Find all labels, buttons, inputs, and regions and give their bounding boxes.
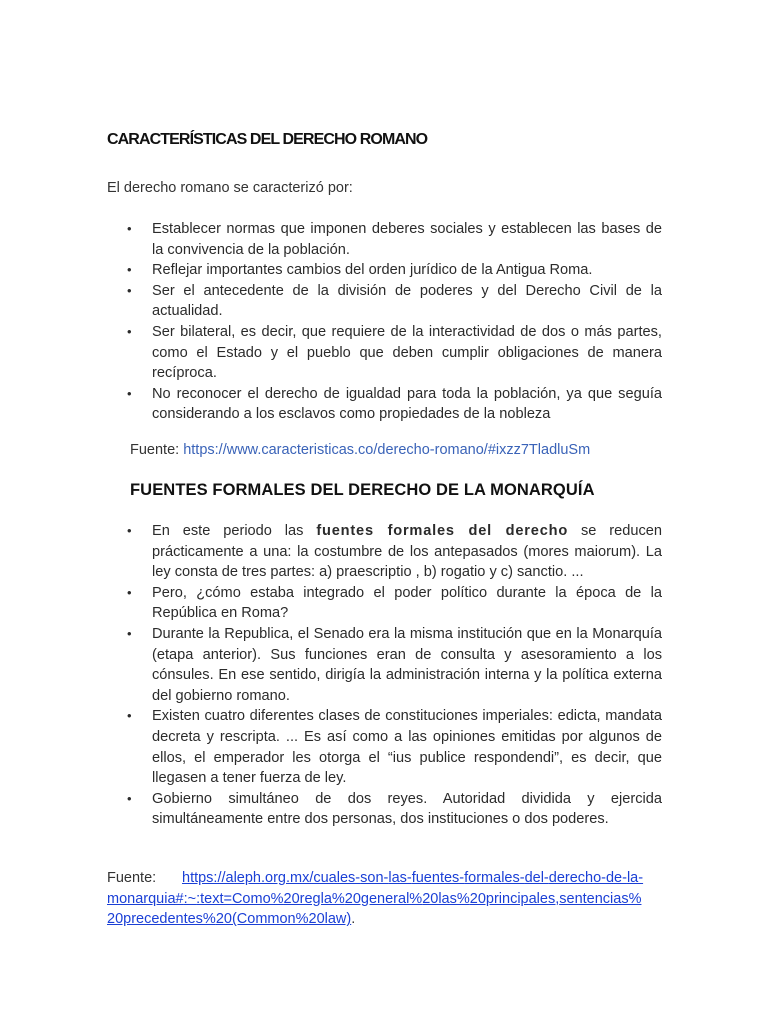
list-item bbox=[106, 521, 662, 583]
list-item-text: No reconocer el derecho de igualdad para toda la población, ya que seguía considerando a los esclavos como propiedades de la nobleza bbox=[152, 385, 662, 423]
list-item-text: Gobierno simultáneo de dos reyes. Autoridad dividida y ejercida simultáneamente entre dos personas, dos instituciones o dos poderes. bbox=[152, 790, 662, 828]
list-item-text: Ser el antecedente de la división de poderes y del Derecho Civil de la actualidad. bbox=[152, 282, 662, 320]
section-title-caracteristicas: CARACTERÍSTICAS DEL DERECHO ROMANO bbox=[107, 131, 428, 148]
bullet-icon: • bbox=[127, 262, 132, 278]
source-link-caracteristicas[interactable]: https://www.caracteristicas.co/derecho-romano/#ixzz7TladluSm bbox=[183, 442, 591, 458]
source-label: Fuente: bbox=[130, 442, 184, 458]
list-item bbox=[106, 281, 662, 322]
bullet-icon: • bbox=[127, 282, 132, 298]
caracteristicas-list bbox=[106, 219, 662, 425]
bullet-icon: • bbox=[127, 708, 132, 724]
section-title-fuentes: FUENTES FORMALES DEL DERECHO DE LA MONARQUÍA bbox=[130, 481, 595, 499]
list-item-text: Establecer normas que imponen deberes sociales y establecen las bases de la convivencia de la población. bbox=[152, 221, 662, 258]
list-item bbox=[106, 789, 662, 830]
list-item-text: Reflejar importantes cambios del orden jurídico de la Antigua Roma. bbox=[152, 262, 593, 279]
list-item bbox=[106, 260, 662, 281]
list-item-text: Durante la Republica, el Senado era la misma institución que en la Monarquía (etapa anterior). Sus funciones eran de consulta y asesoramiento a los cónsules. En ese sentido, dirigía la administración interna y la política externa del gobierno romano. bbox=[152, 625, 662, 704]
source-caracteristicas bbox=[130, 442, 590, 458]
bullet-icon: • bbox=[127, 584, 132, 600]
list-item bbox=[106, 706, 662, 788]
list-item bbox=[106, 583, 662, 624]
list-item-text: Ser bilateral, es decir, que requiere de la interactividad de dos o más partes, como el Estado y el pueblo que deben cumplir obligaciones de manera recíproca. bbox=[152, 323, 662, 382]
list-item-text: Existen cuatro diferentes clases de constituciones imperiales: edicta, mandata decreta y rescripta. ... Es así como a las opiniones emitidas por algunos de ellos, el emperador les otorga el “ius publice respondendi”, es decir, que llegasen a tener fuerza de ley. bbox=[152, 708, 662, 787]
list-item bbox=[106, 624, 662, 706]
source-label: Fuente: bbox=[107, 870, 157, 886]
bullet-icon: • bbox=[127, 625, 132, 641]
source-fuentes bbox=[107, 868, 663, 930]
list-item bbox=[106, 219, 662, 260]
source-link-fuentes[interactable]: https://aleph.org.mx/cuales-son-las-fuentes-formales-del-derecho-de-la-monarquia#:~:text=Como%20regla%20general%20las%20principales,sentencias%20precedentes%20(Common%20law) bbox=[107, 870, 644, 928]
list-item bbox=[106, 384, 662, 425]
bullet-icon: • bbox=[127, 790, 132, 806]
bullet-icon: • bbox=[127, 385, 132, 401]
source-end: . bbox=[351, 911, 356, 928]
list-item-text-pre: En este periodo las bbox=[152, 523, 317, 539]
list-item bbox=[106, 322, 662, 384]
list-item-text-post: se reducen prácticamente a una: la costumbre de los antepasados (mores maiorum). La ley consta de tres partes: a) praescriptio , b) rogatio y c) sanctio. ... bbox=[152, 523, 663, 581]
list-item-text: Pero, ¿cómo estaba integrado el poder político durante la época de la República en Roma? bbox=[152, 584, 662, 622]
intro-text: El derecho romano se caracterizó por: bbox=[107, 180, 353, 196]
list-item-text-bold: fuentes formales del derecho bbox=[316, 523, 569, 539]
bullet-icon: • bbox=[127, 323, 132, 339]
bullet-icon: • bbox=[127, 221, 132, 236]
fuentes-list bbox=[106, 521, 662, 830]
bullet-icon: • bbox=[127, 523, 132, 538]
